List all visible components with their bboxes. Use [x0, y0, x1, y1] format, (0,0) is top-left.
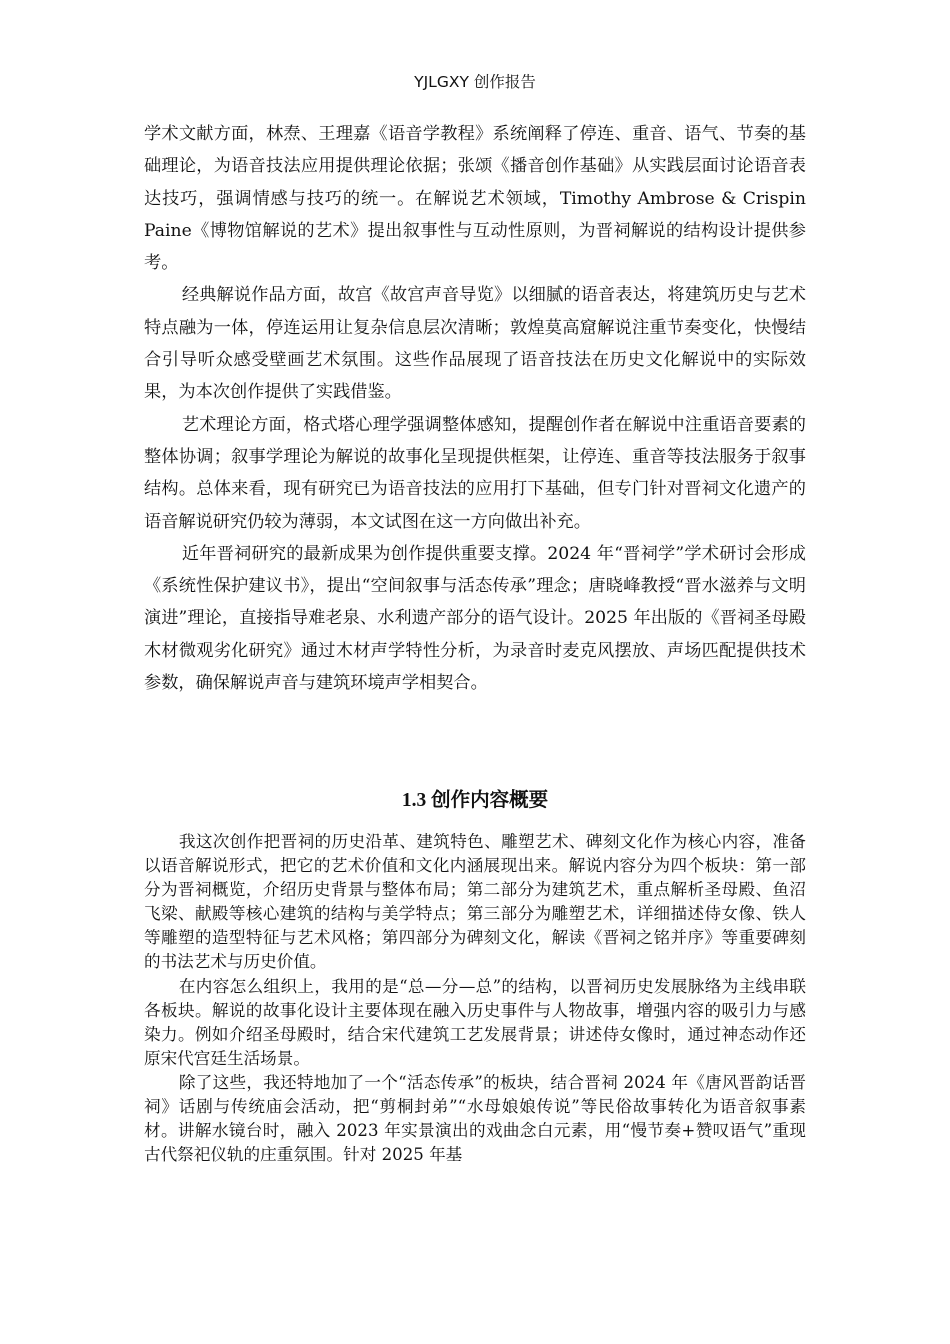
paragraph-art-theory: 艺术理论方面，格式塔心理学强调整体感知，提醒创作者在解说中注重语音要素的整体协调；叙事学理论为解说的故事化呈现提供框架，让停连、重音等技法服务于叙事结构。总体来看，现有研究已为语音技法的应用打下基础，但专门针对晋祠文化遗产的语音解说研究仍较为薄弱，本文试图在这一方向做出补充。: [144, 414, 806, 532]
paragraph-content-structure: 在内容怎么组织上，我用的是“总—分—总”的结构，以晋祠历史发展脉络为主线串联各板块。解说的故事化设计主要体现在融入历史事件与人物故事，增强内容的吸引力与感染力。例如介绍圣母殿时，结合宋代建筑工艺发展背景；讲述侍女像时，通过神态动作还原宋代宫廷生活场景。: [144, 976, 806, 1068]
section-heading: 1.3 创作内容概要: [401, 790, 549, 811]
content-summary-section: [144, 830, 806, 1167]
literature-review-section: [144, 118, 806, 699]
paragraph-living-heritage: 除了这些，我还特地加了一个“活态传承”的板块，结合晋祠 2024 年《唐风晋韵话晋祠》话剧与传统庙会活动，把“剪桐封弟”“水母娘娘传说”等民俗故事转化为语音叙事素材。讲解水镜台时，融入 2023 年实景演出的戏曲念白元素，用“慢节奏+赞叹语气”重现古代祭祀仪轨的庄重氛围。针对 2025 年基: [144, 1072, 806, 1165]
paragraph-academic-literature: 学术文献方面，林焘、王理嘉《语音学教程》系统阐释了停连、重音、语气、节奏的基础理论，为语音技法应用提供理论依据；张颂《播音创作基础》从实践层面讨论语音表达技巧，强调情感与技巧的统一。在解说艺术领域，Timothy Ambrose & Crispin Paine《博物馆解说的艺术》提出叙事性与互动性原则，为晋祠解说的结构设计提供参考。: [144, 124, 806, 274]
paragraph-classic-works: 经典解说作品方面，故宫《故宫声音导览》以细腻的语音表达，将建筑历史与艺术特点融为一体，停连运用让复杂信息层次清晰；敦煌莫高窟解说注重节奏变化，快慢结合引导听众感受壁画艺术氛围。这些作品展现了语音技法在历史文化解说中的实际效果，为本次创作提供了实践借鉴。: [144, 285, 806, 403]
page-header: YJLGXY 创作报告: [414, 73, 536, 91]
paragraph-content-overview: 我这次创作把晋祠的历史沿革、建筑特色、雕塑艺术、碑刻文化作为核心内容，准备以语音解说形式，把它的艺术价值和文化内涵展现出来。解说内容分为四个板块：第一部分为晋祠概览，介绍历史背景与整体布局；第二部分为建筑艺术，重点解析圣母殿、鱼沼飞梁、献殿等核心建筑的结构与美学特点；第三部分为雕塑艺术，详细描述侍女像、铁人等雕塑的造型特征与艺术风格；第四部分为碑刻文化，解读《晋祠之铭并序》等重要碑刻的书法艺术与历史价值。: [144, 832, 806, 972]
paragraph-recent-research: 近年晋祠研究的最新成果为创作提供重要支撑。2024 年“晋祠学”学术研讨会形成《系统性保护建议书》，提出“空间叙事与活态传承”理念；唐晓峰教授“晋水滋养与文明演进”理论，直接指导难老泉、水利遗产部分的语气设计。2025 年出版的《晋祠圣母殿木材微观劣化研究》通过木材声学特性分析，为录音时麦克风摆放、声场匹配提供技术参数，确保解说声音与建筑环境声学相契合。: [144, 543, 806, 694]
